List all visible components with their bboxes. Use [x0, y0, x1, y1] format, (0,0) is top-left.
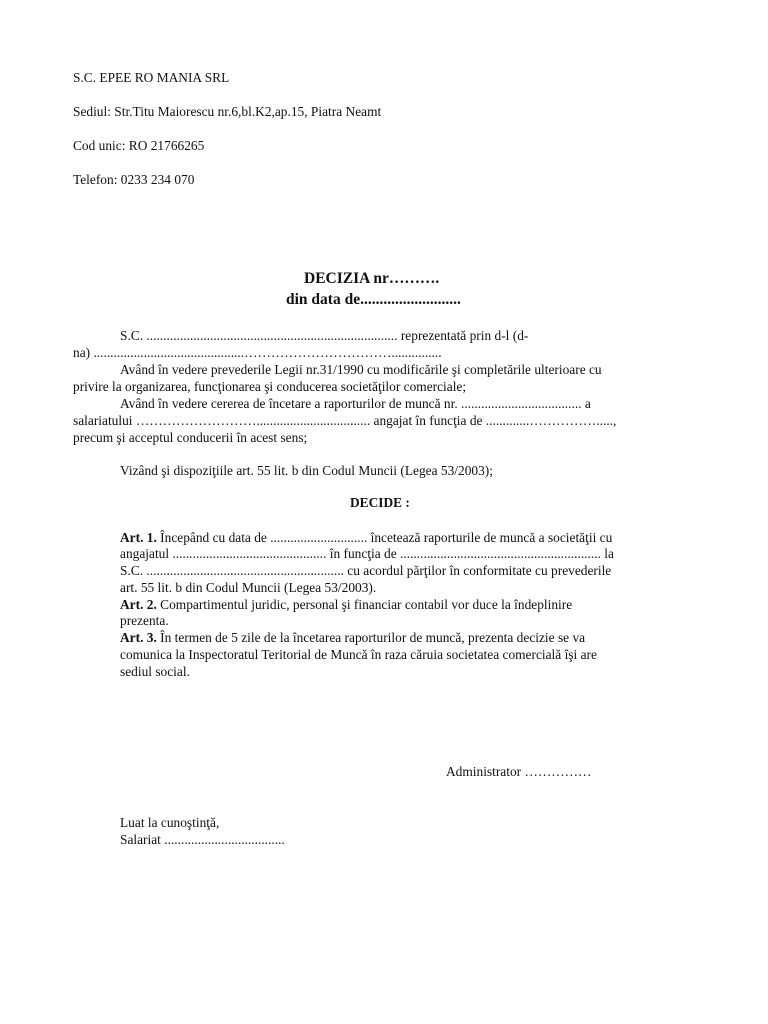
article-2-label: Art. 2. — [120, 597, 157, 612]
article-2-line-2: prezenta. — [120, 613, 169, 628]
article-1-line-2: angajatul .............................................. în funcţia de ............................................................ la — [120, 546, 614, 561]
article-1-line-1 — [120, 530, 612, 546]
acknowledgement-label: Luat la cunoştinţă, — [120, 815, 220, 830]
vizand-line: Vizând şi dispoziţiile art. 55 lit. b din Codul Muncii (Legea 53/2003); — [120, 463, 493, 478]
article-3-line-3: sediul social. — [120, 664, 190, 679]
article-1-line-4: art. 55 lit. b din Codul Muncii (Legea 53/2003). — [120, 580, 377, 595]
article-1-text: Începând cu data de ............................. încetează raporturile de muncă a societăţii cu — [156, 530, 613, 545]
company-phone: Telefon: 0233 234 070 — [73, 172, 195, 187]
company-name: S.C. EPEE RO MANIA SRL — [73, 70, 230, 85]
article-3-text: În termen de 5 zile de la încetarea raporturilor de muncă, prezenta decizie se va — [156, 630, 586, 645]
article-1-label: Art. 1. — [120, 530, 157, 545]
administrator-signature: Administrator …………… — [446, 764, 592, 779]
company-code: Cod unic: RO 21766265 — [73, 138, 205, 153]
intro-line-2: na) .............................................……………………………............... — [73, 345, 442, 360]
intro-line-7: precum şi acceptul conducerii în acest sens; — [73, 430, 308, 445]
article-2-text: Compartimentul juridic, personal şi financiar contabil vor duce la îndeplinire — [156, 597, 573, 612]
article-3-line-1 — [120, 630, 585, 646]
intro-line-5: Având în vedere cererea de încetare a raporturilor de muncă nr. .................................... a — [120, 396, 591, 411]
decision-date: din data de.......................... — [286, 291, 461, 308]
intro-line-4: privire la organizarea, funcţionarea şi conducerea societăţilor comerciale; — [73, 379, 467, 394]
decide-heading: DECIDE : — [350, 495, 410, 510]
intro-line-3: Având în vedere prevederile Legii nr.31/1990 cu modificările şi completările ulterioare cu — [120, 362, 602, 377]
intro-line-6: salariatului ……………………….................................. angajat în funcţia de .............……………....., — [73, 413, 617, 428]
company-address: Sediul: Str.Titu Maiorescu nr.6,bl.K2,ap.15, Piatra Neamt — [73, 104, 382, 119]
article-3-label: Art. 3. — [120, 630, 157, 645]
decision-title: DECIZIA nr………. — [304, 270, 440, 287]
intro-line-1: S.C. ........................................................................... reprezentată prin d-l (d- — [120, 328, 529, 343]
article-1-line-3: S.C. ........................................................... cu acordul părţilor în conformitate cu prevederile — [120, 563, 612, 578]
article-3-line-2: comunica la Inspectoratul Teritorial de Muncă în raza căruia societatea comercială îşi are — [120, 647, 597, 662]
employee-signature: Salariat .................................... — [120, 832, 285, 847]
article-2-line-1 — [120, 597, 572, 613]
